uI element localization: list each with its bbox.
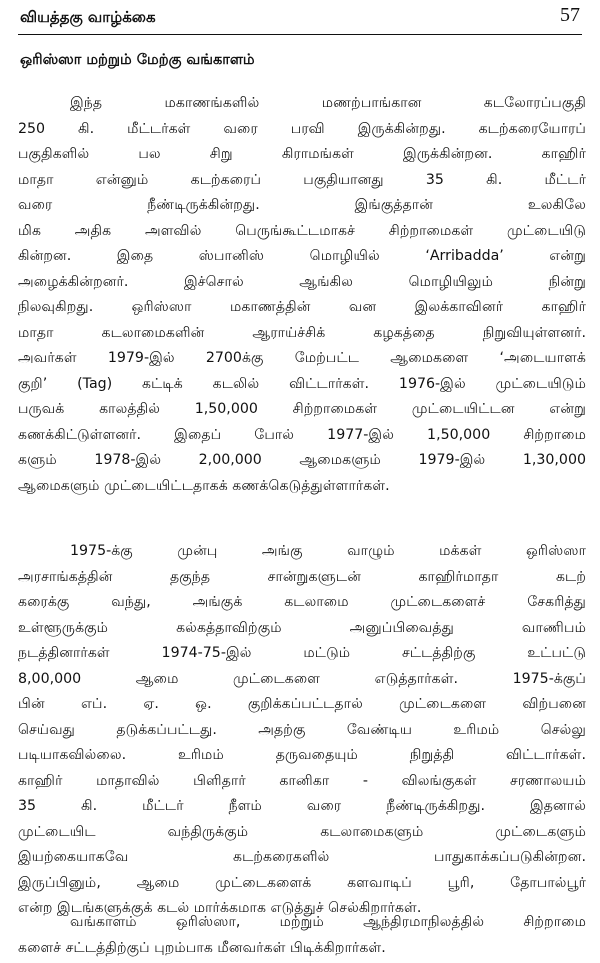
text-line: களும் 1978-இல் 2,00,000 ஆமைகளும் 1979-இல் 1,30,000 xyxy=(18,452,586,468)
text-line: இந்த மகாணங்களில் மணற்பாங்கான கடலோரப்பகுதி xyxy=(70,95,586,111)
text-line: 1975-க்கு முன்பு அங்கு வாழும் மக்கள் ஒரிஸ்ஸா xyxy=(70,543,586,559)
header-rule xyxy=(18,34,582,35)
text-line: இருப்பினும், ஆமை முட்டைகளைக் களவாடிப் பூரி, தோபால்பூர் xyxy=(18,874,586,891)
text-line: மாதா என்னும் கடற்கரைப் பகுதியானது 35 கி. மீட்டர் xyxy=(18,171,586,188)
text-line: மிக அதிக அளவில் பெருங்கூட்டமாகச் சிற்றாமைகள் முட்டையிடு xyxy=(18,222,586,239)
text-line: களைச் சட்டத்திற்குப் புறம்பாக மீனவர்கள் பிடிக்கிறார்கள். xyxy=(18,939,386,956)
text-line: உள்ளூருக்கும் கல்கத்தாவிற்கும் அனுப்பிவைத்து வாணிபம் xyxy=(18,619,586,636)
text-line: 8,00,000 ஆமை முட்டைகளை எடுத்தார்கள். 1975-க்குப் xyxy=(18,670,586,687)
paragraph-1 xyxy=(18,91,586,499)
text-line: நடத்தினார்கள் 1974-75-இல் மட்டும் சட்டத்திற்கு உட்பட்டு xyxy=(18,645,586,661)
text-line: வங்காளம் ஒரிஸ்ஸா, மற்றும் ஆந்திரமாநிலத்தில் சிற்றாமை xyxy=(70,914,586,930)
text-line: மாதா கடலாமைகளின் ஆராய்ச்சிக் கழகத்தை நிறுவியுள்ளனர். xyxy=(18,324,586,341)
text-line: முட்டையிட வந்திருக்கும் கடலாமைகளும் முட்டைகளும் xyxy=(18,823,586,840)
text-line: பருவக் காலத்தில் 1,50,000 சிற்றாமைகள் முட்டையிட்டன என்று xyxy=(18,401,586,417)
page-number: 57 xyxy=(560,4,580,26)
text-line: 250 கி. மீட்டர்கள் வரை பரவி இருக்கின்றது. கடற்கரையோரப் xyxy=(18,120,586,137)
text-line: காஹிர் மாதாவில் பிளிதார் கானிகா - விலங்குகள் சரணாலயம் xyxy=(18,772,586,789)
text-line: கின்றன. இதை ஸ்பானிஸ் மொழியில் ‘Arribadda’ என்று xyxy=(18,248,586,264)
text-line: அழைக்கின்றனர். இச்சொல் ஆங்கில மொழியிலும் நின்று xyxy=(18,273,586,290)
text-line: பின் எப். ஏ. ஒ. குறிக்கப்பட்டதால் முட்டைகளை விற்பனை xyxy=(18,696,586,712)
text-line: ஆமைகளும் முட்டையிட்டதாகக் கணக்கெடுத்துள்ளார்கள். xyxy=(18,477,390,494)
section-heading: ஒரிஸ்ஸா மற்றும் மேற்கு வங்காளம் xyxy=(20,52,255,68)
text-line: நிலவுகிறது. ஒரிஸ்ஸா மகாணத்தின் வன இலக்காவினர் காஹிர் xyxy=(18,299,586,315)
text-line: குறி’ (Tag) கட்டிக் கடலில் விட்டார்கள். 1976-இல் முட்டையிடும் xyxy=(18,375,586,392)
text-line: இயற்கையாகவே கடற்கரைகளில் பாதுகாக்கப்படுகின்றன. xyxy=(18,849,586,865)
text-line: செய்வது தடுக்கப்பட்டது. அதற்கு வேண்டிய உரிமம் செல்லு xyxy=(18,721,586,738)
running-head: வியத்தகு வாழ்க்கை xyxy=(20,8,156,26)
text-line: என்ற இடங்களுக்குக் கடல் மார்க்கமாக எடுத்துச் செல்கிறார்கள். xyxy=(18,900,422,916)
text-line: அவர்கள் 1979-இல் 2700க்கு மேற்பட்ட ஆமைகளை ‘அடையாளக் xyxy=(18,350,586,366)
text-line: 35 கி. மீட்டர் நீளம் வரை நீண்டிருக்கிறது. இதனால் xyxy=(18,798,586,814)
paragraph-3 xyxy=(18,910,586,961)
paragraph-2 xyxy=(18,539,586,922)
text-line: வரை நீண்டிருக்கின்றது. இங்குத்தான் உலகிலே xyxy=(18,197,586,213)
text-line: அரசாங்கத்தின் தகுந்த சான்றுகளுடன் காஹிர்மாதா கடற் xyxy=(18,568,586,585)
text-line: பகுதிகளில் பல சிறு கிராமங்கள் இருக்கின்றன. காஹிர் xyxy=(18,146,586,162)
text-line: படியாகவில்லை. உரிமம் தருவதையும் நிறுத்தி விட்டார்கள். xyxy=(18,747,586,763)
text-line: கணக்கிட்டுள்ளனர். இதைப் போல் 1977-இல் 1,50,000 சிற்றாமை xyxy=(18,426,586,443)
text-line: கரைக்கு வந்து, அங்குக் கடலாமை முட்டைகளைச் சேகரித்து xyxy=(18,594,586,610)
